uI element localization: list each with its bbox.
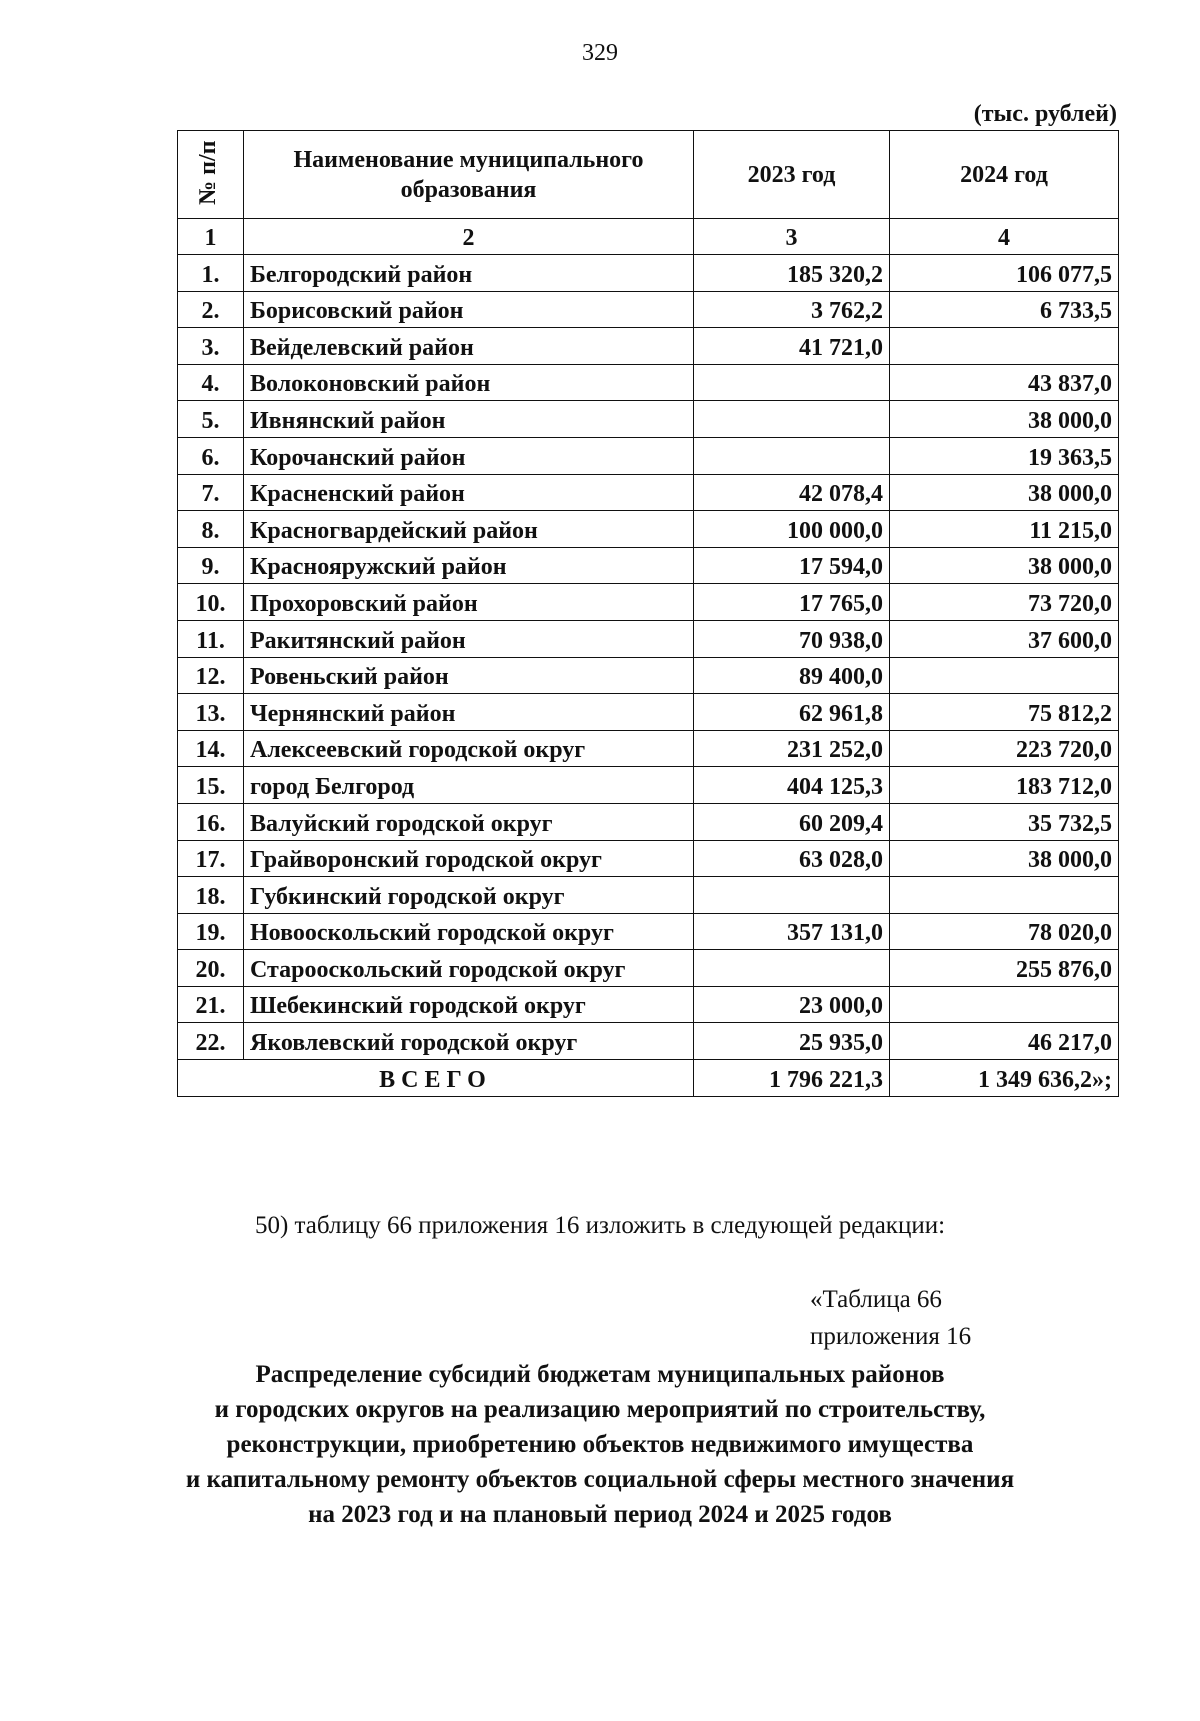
total-2024: 1 349 636,2»;	[890, 1060, 1119, 1097]
municipality-name: Волоконовский район	[244, 364, 694, 401]
row-number: 20.	[178, 950, 244, 987]
table-row	[178, 291, 1119, 328]
total-2023: 1 796 221,3	[694, 1060, 890, 1097]
title-line: реконструкции, приобретению объектов недвижимого имущества	[226, 1431, 974, 1458]
value-2024: 73 720,0	[890, 584, 1119, 621]
value-2024	[890, 657, 1119, 694]
table-row	[178, 803, 1119, 840]
row-number: 8.	[178, 511, 244, 548]
municipality-name: Валуйский городской округ	[244, 803, 694, 840]
row-number: 10.	[178, 584, 244, 621]
value-2024: 38 000,0	[890, 474, 1119, 511]
row-number: 9.	[178, 547, 244, 584]
value-2024: 37 600,0	[890, 620, 1119, 657]
column-number: 3	[694, 219, 890, 255]
table-header-row	[178, 131, 1119, 219]
value-2023: 17 594,0	[694, 547, 890, 584]
total-row	[178, 1060, 1119, 1097]
table-row	[178, 1023, 1119, 1060]
municipality-name: Борисовский район	[244, 291, 694, 328]
value-2023: 23 000,0	[694, 986, 890, 1023]
value-2023: 41 721,0	[694, 328, 890, 365]
title-line: Распределение субсидий бюджетам муниципальных районов	[255, 1361, 945, 1388]
value-2023	[694, 950, 890, 987]
value-2023: 231 252,0	[694, 730, 890, 767]
value-2023: 185 320,2	[694, 255, 890, 292]
title-line: и городских округов на реализацию мероприятий по строительству,	[214, 1396, 986, 1423]
municipality-name: Шебекинский городской округ	[244, 986, 694, 1023]
table-row	[178, 694, 1119, 731]
value-2023: 89 400,0	[694, 657, 890, 694]
value-2024: 106 077,5	[890, 255, 1119, 292]
municipality-name: Алексеевский городской округ	[244, 730, 694, 767]
value-2023: 60 209,4	[694, 803, 890, 840]
value-2024	[890, 328, 1119, 365]
municipality-name: Губкинский городской округ	[244, 877, 694, 914]
value-2023	[694, 364, 890, 401]
table-row	[178, 474, 1119, 511]
municipality-name: Краснояружский район	[244, 547, 694, 584]
table-row	[178, 986, 1119, 1023]
header-num-label: № п/п	[195, 140, 221, 205]
municipality-name: Чернянский район	[244, 694, 694, 731]
value-2023	[694, 877, 890, 914]
value-2023: 100 000,0	[694, 511, 890, 548]
table-row	[178, 255, 1119, 292]
table-row	[178, 620, 1119, 657]
value-2023	[694, 401, 890, 438]
value-2023	[694, 437, 890, 474]
value-2024: 223 720,0	[890, 730, 1119, 767]
row-number: 19.	[178, 913, 244, 950]
row-number: 1.	[178, 255, 244, 292]
table-row	[178, 913, 1119, 950]
row-number: 17.	[178, 840, 244, 877]
row-number: 2.	[178, 291, 244, 328]
row-number: 5.	[178, 401, 244, 438]
total-label: ВСЕГО	[178, 1060, 694, 1097]
municipality-name: Красненский район	[244, 474, 694, 511]
title-line: на 2023 год и на плановый период 2024 и 2025 годов	[308, 1501, 892, 1528]
row-number: 11.	[178, 620, 244, 657]
value-2024	[890, 986, 1119, 1023]
value-2023: 357 131,0	[694, 913, 890, 950]
value-2024: 43 837,0	[890, 364, 1119, 401]
value-2023: 404 125,3	[694, 767, 890, 804]
municipality-name: Красногвардейский район	[244, 511, 694, 548]
value-2024: 75 812,2	[890, 694, 1119, 731]
value-2024: 19 363,5	[890, 437, 1119, 474]
value-2023: 25 935,0	[694, 1023, 890, 1060]
value-2024: 183 712,0	[890, 767, 1119, 804]
value-2024: 255 876,0	[890, 950, 1119, 987]
row-number: 22.	[178, 1023, 244, 1060]
table-body	[178, 255, 1119, 1060]
municipality-name: Новооскольский городской округ	[244, 913, 694, 950]
column-number: 1	[178, 219, 244, 255]
row-number: 18.	[178, 877, 244, 914]
title-line: и капитальному ремонту объектов социальной сферы местного значения	[185, 1466, 1015, 1493]
value-2024: 38 000,0	[890, 547, 1119, 584]
row-number: 14.	[178, 730, 244, 767]
table-row	[178, 730, 1119, 767]
municipality-name: Вейделевский район	[244, 328, 694, 365]
header-2024: 2024 год	[890, 131, 1119, 219]
header-name: Наименование муниципального образования	[244, 131, 694, 219]
value-2023: 17 765,0	[694, 584, 890, 621]
instruction-text: 50) таблицу 66 приложения 16 изложить в следующей редакции:	[254, 1212, 946, 1239]
row-number: 3.	[178, 328, 244, 365]
municipality-name: Грайворонский городской округ	[244, 840, 694, 877]
column-number: 4	[890, 219, 1119, 255]
row-number: 12.	[178, 657, 244, 694]
document-title	[0, 1357, 1200, 1532]
table-reference	[810, 1281, 971, 1355]
value-2024: 78 020,0	[890, 913, 1119, 950]
table-row	[178, 877, 1119, 914]
subsidy-table	[177, 130, 1119, 1097]
table-row	[178, 840, 1119, 877]
municipality-name: Корочанский район	[244, 437, 694, 474]
table-reference-line2: приложения 16	[810, 1323, 972, 1350]
units-label: (тыс. рублей)	[973, 101, 1117, 127]
value-2024: 38 000,0	[890, 840, 1119, 877]
table-row	[178, 767, 1119, 804]
value-2024: 46 217,0	[890, 1023, 1119, 1060]
row-number: 13.	[178, 694, 244, 731]
municipality-name: Белгородский район	[244, 255, 694, 292]
column-number-row	[178, 219, 1119, 255]
municipality-name: Прохоровский район	[244, 584, 694, 621]
value-2024: 35 732,5	[890, 803, 1119, 840]
table-row	[178, 950, 1119, 987]
table-row	[178, 401, 1119, 438]
table-row	[178, 364, 1119, 401]
value-2023: 3 762,2	[694, 291, 890, 328]
value-2024	[890, 877, 1119, 914]
header-num	[178, 131, 244, 219]
table-row	[178, 511, 1119, 548]
municipality-name: Яковлевский городской округ	[244, 1023, 694, 1060]
table-row	[178, 437, 1119, 474]
row-number: 21.	[178, 986, 244, 1023]
row-number: 16.	[178, 803, 244, 840]
row-number: 4.	[178, 364, 244, 401]
municipality-name: город Белгород	[244, 767, 694, 804]
row-number: 6.	[178, 437, 244, 474]
value-2024: 38 000,0	[890, 401, 1119, 438]
row-number: 7.	[178, 474, 244, 511]
value-2024: 6 733,5	[890, 291, 1119, 328]
value-2024: 11 215,0	[890, 511, 1119, 548]
municipality-name: Ивнянский район	[244, 401, 694, 438]
table-row	[178, 584, 1119, 621]
page-number: 329	[582, 40, 618, 66]
table-row	[178, 547, 1119, 584]
value-2023: 63 028,0	[694, 840, 890, 877]
municipality-name: Ракитянский район	[244, 620, 694, 657]
column-number: 2	[244, 219, 694, 255]
value-2023: 70 938,0	[694, 620, 890, 657]
header-2023: 2023 год	[694, 131, 890, 219]
value-2023: 62 961,8	[694, 694, 890, 731]
municipality-name: Старооскольский городской округ	[244, 950, 694, 987]
row-number: 15.	[178, 767, 244, 804]
value-2023: 42 078,4	[694, 474, 890, 511]
table-row	[178, 657, 1119, 694]
table-reference-line1: «Таблица 66	[810, 1286, 942, 1313]
table-row	[178, 328, 1119, 365]
municipality-name: Ровеньский район	[244, 657, 694, 694]
